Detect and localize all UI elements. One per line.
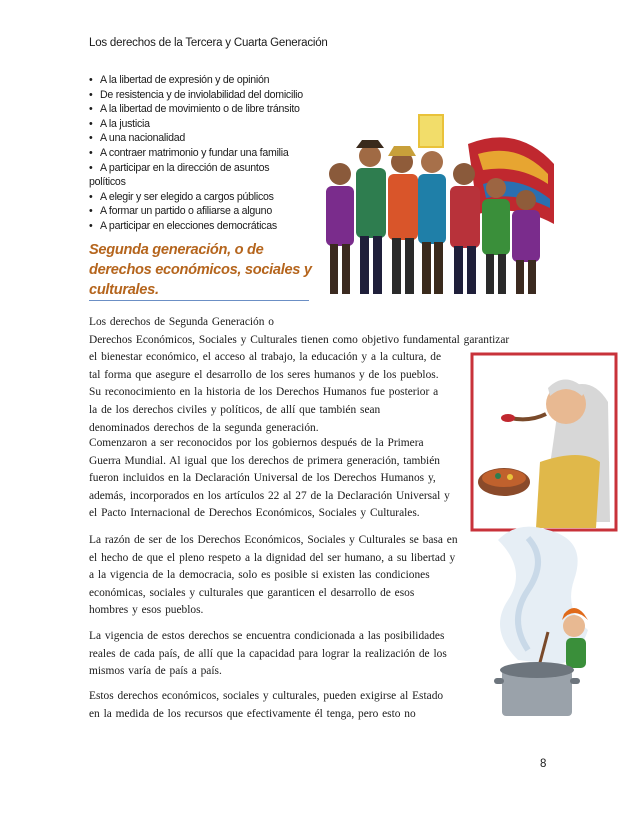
rights-bullet-list: [89, 73, 329, 234]
text-line: Los derechos de Segunda Generación o: [89, 316, 274, 328]
text-line: mismos varía de país a país.: [89, 665, 222, 678]
list-item: • A contraer matrimonio y fundar una familia: [89, 146, 329, 161]
paragraph: [89, 628, 447, 681]
text-line: a la vigencia de la democracia, solo es posible si existen las condiciones: [89, 569, 430, 582]
list-item: • A la libertad de movimiento o de libre tránsito: [89, 102, 329, 117]
paragraph: [89, 532, 458, 620]
text-line: denominados derechos de la segunda generación.: [89, 421, 319, 434]
text-line: el bienestar económico, el acceso al trabajo, la educación y a la cultura, de: [89, 351, 442, 364]
text-line: el Pacto Internacional de Derechos Económicos, Sociales y Culturales.: [89, 507, 420, 520]
text-line: La razón de ser de los Derechos Económicos, Sociales y Culturales se basa en: [89, 534, 458, 546]
people-group-illustration: [318, 104, 558, 304]
text-line: el hecho de que el pleno respeto a la dignidad del ser humano, a su libertad y: [89, 551, 456, 564]
text-line: además, incorporados en los artículos 22 al 27 de la Declaración Universal y: [89, 489, 450, 502]
text-line: Derechos Económicos, Sociales y Culturales tienen como objetivo fundamental garantizar: [89, 333, 510, 346]
list-item: • A la justicia: [89, 117, 329, 132]
list-item-line: políticos: [89, 176, 126, 189]
man-tasting-food-illustration: [470, 352, 618, 532]
list-item-line: A participar en la dirección de asuntos: [100, 161, 270, 174]
paragraph: [89, 435, 450, 523]
list-item: • A participar en elecciones democráticas: [89, 219, 329, 234]
paragraph: [89, 688, 443, 723]
list-item: • A elegir y ser elegido a cargos públicos: [89, 190, 329, 205]
text-line: La vigencia de estos derechos se encuentra condicionada a las posibilidades: [89, 630, 445, 642]
text-line: Comenzaron a ser reconocidos por los gobiernos después de la Primera: [89, 437, 424, 449]
text-line: Estos derechos económicos, sociales y culturales, pueden exigirse al Estado: [89, 690, 444, 702]
list-item: • De resistencia y de inviolabilidad del domicilio: [89, 88, 329, 103]
section-heading: [89, 240, 319, 300]
list-item: [89, 161, 329, 190]
paragraph: [89, 314, 509, 437]
heading-underline: [89, 300, 309, 301]
heading-line: derechos económicos, sociales y: [89, 262, 312, 278]
text-line: reales de cada país, de allí que la capacidad para lograr la realización de los: [89, 647, 447, 660]
text-line: hombres y esos pueblos.: [89, 604, 204, 617]
text-line: Su reconocimiento en la historia de los Derechos Humanos fue posterior a: [89, 386, 439, 399]
heading-line: culturales.: [89, 282, 159, 298]
cooking-pot-illustration: [478, 520, 600, 730]
page-number: 8: [540, 758, 547, 770]
list-item: • A una nacionalidad: [89, 131, 329, 146]
text-line: la de los derechos civiles y políticos, de allí que también sean: [89, 403, 381, 416]
list-item: • A la libertad de expresión y de opinión: [89, 73, 329, 88]
running-header: Los derechos de la Tercera y Cuarta Generación: [89, 37, 328, 49]
text-line: fueron incluidos en la Declaración Universal de los Derechos Humanos y,: [89, 472, 436, 485]
text-line: tal forma que asegure el desarrollo de los seres humanos y de los pueblos.: [89, 368, 439, 381]
heading-line: Segunda generación, o de: [89, 242, 264, 258]
text-line: Guerra Mundial. Al igual que los derechos de primera generación, también: [89, 454, 440, 467]
list-item: • A formar un partido o afiliarse a alguno: [89, 204, 329, 219]
text-line: económicas, sociales y culturales que garanticen el desarrollo de esos: [89, 586, 415, 599]
text-line: en la medida de los recursos que efectivamente él tenga, pero esto no: [89, 707, 416, 720]
